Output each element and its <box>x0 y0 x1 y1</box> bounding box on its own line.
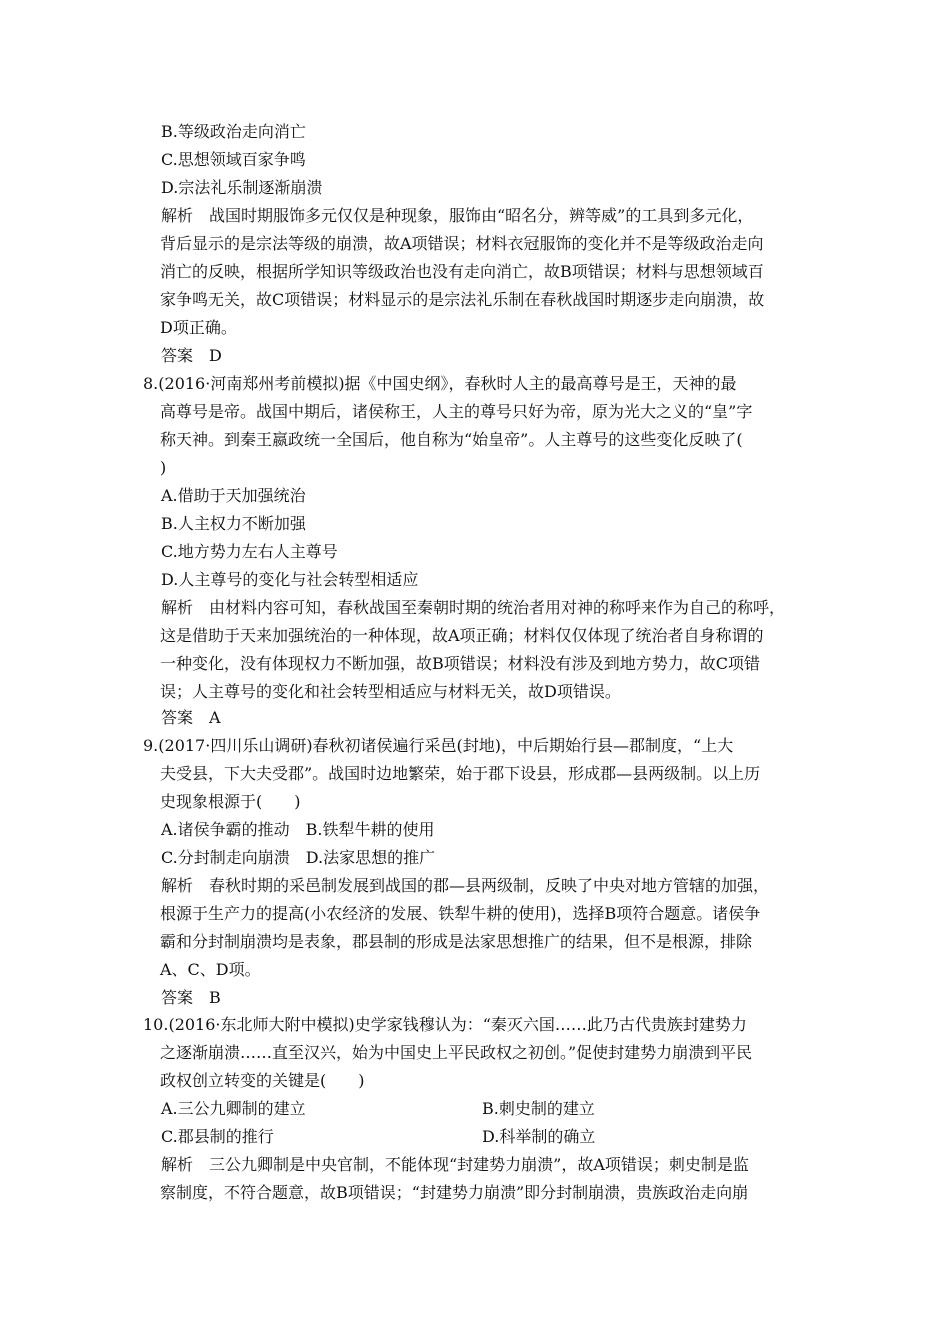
q8-stem-line: 称天神。到秦王嬴政统一全国后，他自称为“始皇帝”。人主尊号的这些变化反映了( <box>160 430 743 449</box>
q7-option-d: D.宗法礼乐制逐渐崩溃 <box>161 178 323 197</box>
q7-answer: 答案 D <box>161 346 222 365</box>
q9-stem-line: 夫受县，下大夫受郡”。战国时边地繁荣，始于郡下设县，形成郡—县两级制。以上历 <box>160 764 761 783</box>
q10-option-c: C.郡县制的推行 <box>161 1127 274 1146</box>
q8-stem-line: 高尊号是帝。战国中期后，诸侯称王，人主的尊号只好为帝，原为光大之义的“皇”字 <box>160 402 753 421</box>
q7-analysis-line: 消亡的反映，根据所学知识等级政治也没有走向消亡，故B项错误；材料与思想领域百 <box>160 262 764 281</box>
q9-options-ab: A.诸侯争霸的推动 B.铁犁牛耕的使用 <box>161 820 435 839</box>
q10-analysis-line: 察制度，不符合题意，故B项错误；“封建势力崩溃”即分封制崩溃，贵族政治走向崩 <box>160 1183 749 1202</box>
q8-option-b: B.人主权力不断加强 <box>161 514 306 533</box>
q9-analysis-line: 根源于生产力的提高(小农经济的发展、铁犁牛耕的使用)，选择B项符合题意。诸侯争 <box>160 904 761 923</box>
q7-analysis-line: 背后显示的是宗法等级的崩溃，故A项错误；材料衣冠服饰的变化并不是等级政治走向 <box>160 234 764 253</box>
q10-stem-line: 政权创立转变的关键是( ) <box>160 1071 365 1090</box>
q10-option-b: B.刺史制的建立 <box>482 1099 595 1118</box>
q9-analysis-line: 解析 春秋时期的采邑制发展到战国的郡—县两级制，反映了中央对地方管辖的加强， <box>161 876 770 895</box>
q8-analysis-line: 一种变化，没有体现权力不断加强，故B项错误；材料没有涉及到地方势力，故C项错 <box>160 654 761 673</box>
q9-analysis-line: 霸和分封制崩溃均是表象，郡县制的形成是法家思想推广的结果，但不是根源，排除 <box>160 932 753 951</box>
q9-options-cd: C.分封制走向崩溃 D.法家思想的推广 <box>161 848 436 867</box>
q7-analysis-line: D项正确。 <box>160 318 237 337</box>
q9-stem-line: 9.(2017·四川乐山调研)春秋初诸侯遍行采邑(封地)，中后期始行县—郡制度，“上大 <box>143 736 734 755</box>
q8-option-d: D.人主尊号的变化与社会转型相适应 <box>161 570 419 589</box>
q9-answer: 答案 B <box>161 988 221 1007</box>
q8-analysis-line: 误；人主尊号的变化和社会转型相适应与材料无关，故D项错误。 <box>160 682 621 701</box>
q7-analysis-line: 解析 战国时期服饰多元仅仅是种现象，服饰由“昭名分，辨等威”的工具到多元化， <box>161 206 754 225</box>
q7-analysis-line: 家争鸣无关，故C项错误；材料显示的是宗法礼乐制在春秋战国时期逐步走向崩溃，故 <box>160 290 765 309</box>
q8-option-a: A.借助于天加强统治 <box>161 486 306 505</box>
q8-answer: 答案 A <box>161 708 221 727</box>
q10-analysis-line: 解析 三公九卿制是中央官制，不能体现“封建势力崩溃”，故A项错误；刺史制是监 <box>161 1155 749 1174</box>
q8-analysis-line: 解析 由材料内容可知，春秋战国至秦朝时期的统治者用对神的称呼来作为自己的称呼， <box>161 598 786 617</box>
q7-option-b: B.等级政治走向消亡 <box>161 122 306 141</box>
q8-option-c: C.地方势力左右人主尊号 <box>161 542 338 561</box>
q8-stem-line: 8.(2016·河南郑州考前模拟)据《中国史纲》，春秋时人主的最高尊号是王，天神的最 <box>143 374 737 393</box>
q8-stem-line: ) <box>160 458 167 477</box>
q10-option-d: D.科举制的确立 <box>482 1127 596 1146</box>
q7-option-c: C.思想领域百家争鸣 <box>161 150 306 169</box>
q10-stem-line: 之逐渐崩溃……直至汉兴，始为中国史上平民政权之初创。”促使封建势力崩溃到平民 <box>160 1043 753 1062</box>
q10-option-a: A.三公九卿制的建立 <box>161 1099 306 1118</box>
q9-analysis-line: A、C、D项。 <box>160 960 261 979</box>
q9-stem-line: 史现象根源于( ) <box>160 792 301 811</box>
q8-analysis-line: 这是借助于天来加强统治的一种体现，故A项正确；材料仅仅体现了统治者自身称谓的 <box>160 626 764 645</box>
q10-stem-line: 10.(2016·东北师大附中模拟)史学家钱穆认为：“秦灭六国……此乃古代贵族封建势力 <box>143 1015 747 1034</box>
